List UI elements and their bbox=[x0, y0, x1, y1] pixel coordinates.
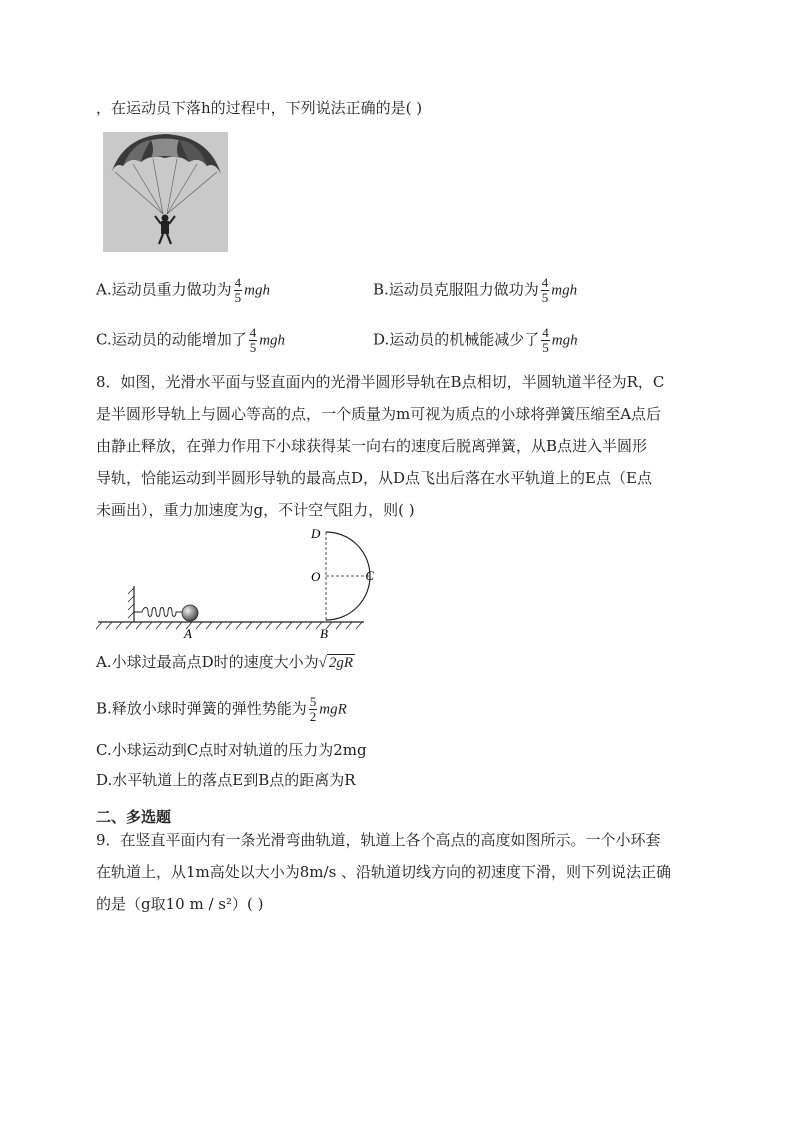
ball bbox=[182, 605, 198, 621]
q9-line-1: 9．在竖直平面内有一条光滑弯曲轨道，轨道上各个高点的高度如图所示。一个小环套 bbox=[96, 831, 661, 849]
q7-stem: ，在运动员下落h的过程中，下列说法正确的是( ) bbox=[96, 99, 423, 117]
q8-line-5: 未画出），重力加速度为g，不计空气阻力，则( ) bbox=[96, 501, 415, 519]
q7-option-b: B.运动员克服阻力做功为 $\frac{4}{5}$ mgh bbox=[373, 275, 578, 305]
q9-line-3: 的是（g取10 m / s²）( ) bbox=[96, 895, 264, 913]
spring bbox=[134, 608, 182, 617]
q7-option-c: C.运动员的动能增加了 $\frac{4}{5}$ mgh bbox=[96, 325, 286, 355]
q8-option-b: B.释放小球时弹簧的弹性势能为 $\frac{5}{2}$ mgR bbox=[96, 694, 347, 724]
q9-line-2: 在轨道上，从1m高处以大小为8m/s 、沿轨道切线方向的初速度下滑，则下列说法正确 bbox=[96, 863, 672, 881]
parachutist-photo bbox=[103, 132, 228, 252]
section-title: 二、多选题 bbox=[96, 808, 172, 826]
label-b: B bbox=[320, 626, 328, 641]
q8-line-2: 是半圆形导轨上与圆心等高的点，一个质量为m可视为质点的小球将弹簧压缩至A点后 bbox=[96, 405, 662, 423]
q8-figure bbox=[96, 524, 376, 642]
wall-hatch bbox=[128, 588, 134, 618]
q8-option-d: D.水平轨道上的落点E到B点的距离为R bbox=[96, 771, 356, 789]
label-o: O bbox=[311, 569, 321, 584]
q7-option-d: D.运动员的机械能减少了 $\frac{4}{5}$ mgh bbox=[373, 325, 578, 355]
label-c: C bbox=[365, 568, 374, 583]
label-d: D bbox=[311, 526, 321, 541]
q8-line-1: 8．如图，光滑水平面与竖直面内的光滑半圆形导轨在B点相切，半圆轨道半径为R，C bbox=[96, 373, 665, 391]
q8-line-3: 由静止释放，在弹力作用下小球获得某一向右的速度后脱离弹簧，从B点进入半圆形 bbox=[96, 437, 648, 455]
q8-option-a: A.小球过最高点D时的速度大小为√ 2gR bbox=[96, 653, 354, 671]
q8-option-c: C.小球运动到C点时对轨道的压力为2mg bbox=[96, 741, 367, 759]
q7-option-a: A.运动员重力做功为 $\frac{4}{5}$ mgh bbox=[96, 275, 270, 305]
label-a: A bbox=[184, 626, 192, 641]
q8-line-4: 导轨，恰能运动到半圆形导轨的最高点D，从D点飞出后落在水平轨道上的E点（E点 bbox=[96, 469, 652, 487]
